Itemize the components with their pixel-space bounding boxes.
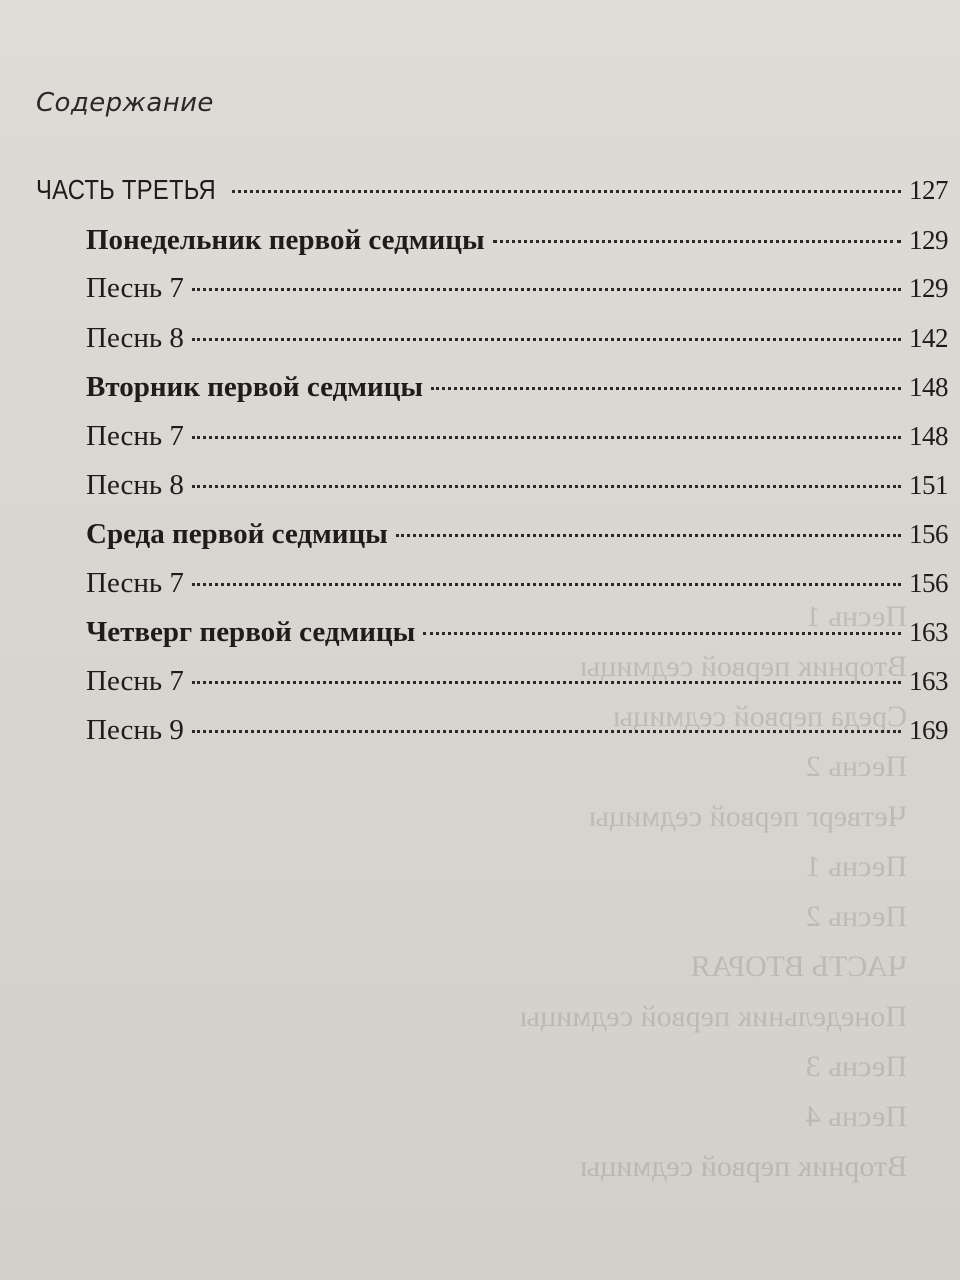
- toc-page-number: 142: [909, 323, 948, 353]
- toc-day-entry: [86, 369, 948, 405]
- toc-page-number: 151: [909, 470, 948, 500]
- dot-leader: [192, 338, 901, 341]
- toc-entry-title: Понедельник первой седмицы: [86, 224, 485, 256]
- dot-leader: [431, 387, 901, 390]
- toc-song-entry: [86, 663, 948, 699]
- dot-leader: [192, 583, 901, 586]
- dot-leader: [192, 681, 901, 684]
- toc-entry-title: Песнь 7: [86, 665, 184, 697]
- toc-part-title: ЧАСТЬ ТРЕТЬЯ: [36, 174, 217, 205]
- dot-leader: [192, 288, 901, 291]
- page-header: Содержание: [36, 88, 214, 118]
- toc-entry-title: Песнь 7: [86, 420, 184, 452]
- toc-page-number: 163: [909, 666, 948, 696]
- dot-leader: [192, 485, 901, 488]
- toc-page-number: 148: [909, 372, 948, 402]
- toc-entry-title: Песнь 8: [86, 469, 184, 501]
- toc-day-entry: [86, 222, 948, 258]
- toc-page-number: 156: [909, 568, 948, 598]
- toc-entry-title: Среда первой седмицы: [86, 518, 388, 550]
- toc-entry-title: Песнь 8: [86, 322, 184, 354]
- toc-page-number: 129: [909, 225, 948, 255]
- toc-page-number: 127: [909, 175, 948, 205]
- toc-entry-title: Вторник первой седмицы: [86, 371, 424, 403]
- dot-leader: [232, 190, 901, 193]
- toc-entry-title: Четверг первой седмицы: [86, 616, 416, 648]
- toc-page-number: 163: [909, 617, 948, 647]
- toc-page-number: 148: [909, 421, 948, 451]
- toc-day-entry: [86, 614, 948, 650]
- dot-leader: [423, 632, 901, 635]
- toc-entry-title: Песнь 7: [86, 567, 184, 599]
- dot-leader: [192, 730, 901, 733]
- bleed-through-text: Песнь 1 Вторник первой седмицы Среда первой седмицы Песнь 2 Четверг первой седмицы Песнь 1 Песнь 2 ЧАСТЬ ВТОРАЯ Понедельник первой седмицы Песнь 3 Песнь 4 Вторник первой седмицы: [520, 600, 908, 1183]
- toc-entry-title: Песнь 9: [86, 714, 184, 746]
- toc-song-entry: [86, 565, 948, 601]
- toc-entry-title: Песнь 7: [86, 272, 184, 304]
- toc-song-entry: [86, 467, 948, 503]
- toc-page-number: 129: [909, 273, 948, 303]
- dot-leader: [192, 436, 901, 439]
- toc-page-number: 156: [909, 519, 948, 549]
- toc-song-entry: [86, 712, 948, 748]
- toc-song-entry: [86, 320, 948, 356]
- toc-song-entry: [86, 270, 948, 306]
- toc-page-number: 169: [909, 715, 948, 745]
- toc-song-entry: [86, 418, 948, 454]
- toc-day-entry: [86, 516, 948, 552]
- dot-leader: [493, 240, 901, 243]
- dot-leader: [396, 534, 901, 537]
- toc-part-entry: [36, 172, 948, 208]
